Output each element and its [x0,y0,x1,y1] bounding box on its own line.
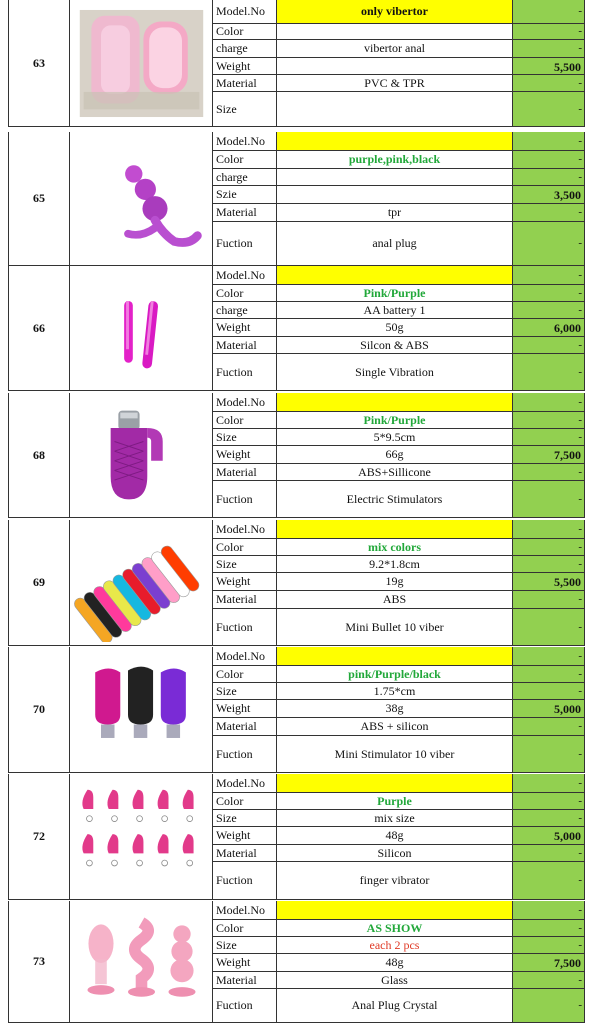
bullet-vibrators-photo [70,266,212,390]
product-number: 73 [8,901,70,1023]
price-dash: - [513,609,584,646]
spec-value: finger vibrator [277,862,513,900]
price-dash: - [513,266,584,285]
spec-value: 1.75*cm [277,683,513,700]
spec-value [277,393,513,412]
product-photo [70,901,213,1023]
product-photo [70,393,213,518]
price-dash: - [513,0,584,24]
spec-label: Color [213,539,277,556]
spec-label: Color [213,151,277,169]
spec-label: Material [213,591,277,609]
price-dash: - [513,937,584,954]
spec-label: Size [213,937,277,954]
spec-label: Fuction [213,862,277,900]
spec-value: PVC & TPR [277,75,513,92]
spec-value: AA battery 1 [277,302,513,319]
spec-label: Model.No [213,393,277,412]
spec-value: 48g [277,954,513,972]
spec-label: Model.No [213,774,277,793]
price-dash: - [513,222,584,266]
spec-label: Material [213,845,277,862]
price-dash: - [513,736,584,773]
spec-value: 5*9.5cm [277,429,513,446]
spec-value [277,58,513,75]
spec-label: Color [213,412,277,429]
price-dash: - [513,556,584,573]
product-block [0,132,592,266]
spec-value: vibertor anal [277,40,513,58]
spec-value: Anal Plug Crystal [277,989,513,1023]
spec-label: Color [213,666,277,683]
price-cell [513,647,585,773]
price-dash: - [513,539,584,556]
spec-label: Weight [213,954,277,972]
spec-value: Electric Stimulators [277,481,513,518]
price-dash: - [513,285,584,302]
spec-label: Fuction [213,736,277,773]
price-dash: - [513,989,584,1023]
spec-label: charge [213,40,277,58]
product-number: 63 [8,0,70,127]
spec-value: Single Vibration [277,354,513,391]
spec-value [277,169,513,186]
spec-value: 19g [277,573,513,591]
price-dash: - [513,337,584,354]
price-value: 5,500 [554,59,581,74]
price-dash: - [513,591,584,609]
spec-value: 9.2*1.8cm [277,556,513,573]
product-number: 72 [8,774,70,900]
product-block [0,0,592,127]
spec-value: ABS [277,591,513,609]
spec-label: Model.No [213,520,277,539]
spec-label: Weight [213,58,277,75]
spec-label: Color [213,920,277,937]
price-dash: - [513,810,584,827]
price-dash: - [513,647,584,666]
price-dash: - [513,393,584,412]
product-block [0,520,592,646]
price-dash: - [513,132,584,151]
product-block [0,393,592,518]
price-dash: - [513,481,584,518]
price-dash: - [513,666,584,683]
product-photo [70,266,213,391]
price-cell [513,520,585,646]
spec-label: Fuction [213,222,277,266]
mini-stimulators-photo [70,647,212,772]
price-dash: - [513,862,584,900]
pink-anal-vibrator-photo [70,0,212,126]
spec-label: Weight [213,446,277,464]
spec-value: 50g [277,319,513,337]
spec-value: 48g [277,827,513,845]
finger-vibrators-photo [70,774,212,899]
spec-value: Purple [277,793,513,810]
price-value: 5,000 [554,702,581,716]
spec-value [277,266,513,285]
product-block [0,901,592,1023]
spec-value: anal plug [277,222,513,266]
price-dash: - [513,718,584,736]
price-dash: - [513,520,584,539]
glass-plugs-photo [70,901,212,1022]
spec-label: Fuction [213,481,277,518]
spec-value: Pink/Purple [277,412,513,429]
spec-label: Material [213,718,277,736]
product-photo [70,647,213,773]
spec-value: Mini Stimulator 10 viber [277,736,513,773]
spec-value [277,520,513,539]
spec-label: Weight [213,700,277,718]
spec-value: Glass [277,972,513,989]
price-cell [513,266,585,391]
spec-value [277,647,513,666]
spec-value [277,24,513,40]
spec-label: Color [213,24,277,40]
product-number: 68 [8,393,70,518]
spec-value: Silicon [277,845,513,862]
price-dash: - [513,972,584,989]
price-cell [513,393,585,518]
product-photo [70,132,213,266]
spec-label: Model.No [213,266,277,285]
price-dash: - [513,169,584,186]
spec-label: Material [213,972,277,989]
spec-label: Size [213,810,277,827]
price-cell [513,774,585,900]
price-dash: - [513,24,584,40]
price-dash: - [513,151,584,169]
spec-label: Szie [213,186,277,204]
spec-label: charge [213,302,277,319]
price-dash: - [513,412,584,429]
product-block [0,647,592,773]
spec-label: Model.No [213,0,277,24]
product-photo [70,774,213,900]
spec-value: Silcon & ABS [277,337,513,354]
spec-value: AS SHOW [277,920,513,937]
price-dash: - [513,204,584,222]
spec-value [277,92,513,127]
price-value: 7,500 [554,956,581,970]
spec-label: Weight [213,319,277,337]
price-cell [513,901,585,1023]
mini-bullets-photo [70,520,212,645]
price-dash: - [513,75,584,92]
spec-label: Model.No [213,901,277,920]
price-dash: - [513,40,584,58]
spec-label: Model.No [213,647,277,666]
spec-label: Material [213,75,277,92]
spec-label: Fuction [213,609,277,646]
product-number: 65 [8,132,70,266]
spec-value: each 2 pcs [277,937,513,954]
finger-stimulator-photo [70,393,212,517]
product-number: 69 [8,520,70,646]
spec-label: Weight [213,827,277,845]
spec-value [277,774,513,793]
spec-value [277,901,513,920]
price-dash: - [513,845,584,862]
product-block [0,266,592,391]
spec-label: Size [213,92,277,127]
spec-label: Material [213,337,277,354]
product-block [0,774,592,900]
spec-value: Mini Bullet 10 viber [277,609,513,646]
spec-label: Material [213,464,277,481]
spec-label: Weight [213,573,277,591]
spec-label: Size [213,556,277,573]
spec-label: Fuction [213,354,277,391]
spec-label: Size [213,429,277,446]
price-dash: - [513,464,584,481]
spec-value: mix colors [277,539,513,556]
spec-value: tpr [277,204,513,222]
price-dash: - [513,901,584,920]
spec-label: Fuction [213,989,277,1023]
purple-anal-plug-photo [70,132,212,265]
spec-label: Material [213,204,277,222]
price-value: 7,500 [554,448,581,462]
price-value: 5,500 [554,575,581,589]
spec-value: only vibertor [277,0,513,24]
spec-value: ABS+Sillicone [277,464,513,481]
price-dash: - [513,920,584,937]
price-dash: - [513,302,584,319]
spec-value [277,186,513,204]
product-photo [70,0,213,127]
spec-value: purple,pink,black [277,151,513,169]
price-cell [513,0,585,127]
price-dash: - [513,354,584,391]
price-dash: - [513,429,584,446]
spec-value: pink/Purple/black [277,666,513,683]
price-value: 3,500 [554,188,581,202]
product-number: 70 [8,647,70,773]
product-photo [70,520,213,646]
spec-value: mix size [277,810,513,827]
spec-label: Model.No [213,132,277,151]
spec-value: ABS + silicon [277,718,513,736]
price-cell [513,132,585,266]
price-dash: - [513,793,584,810]
spec-label: Color [213,793,277,810]
spec-label: charge [213,169,277,186]
spec-value: Pink/Purple [277,285,513,302]
price-dash: - [513,683,584,700]
spec-value: 66g [277,446,513,464]
product-number: 66 [8,266,70,391]
price-dash: - [513,92,584,127]
spec-value [277,132,513,151]
price-value: 5,000 [554,829,581,843]
spec-label: Color [213,285,277,302]
price-dash: - [513,774,584,793]
spec-value: 38g [277,700,513,718]
price-value: 6,000 [554,321,581,335]
spec-label: Size [213,683,277,700]
